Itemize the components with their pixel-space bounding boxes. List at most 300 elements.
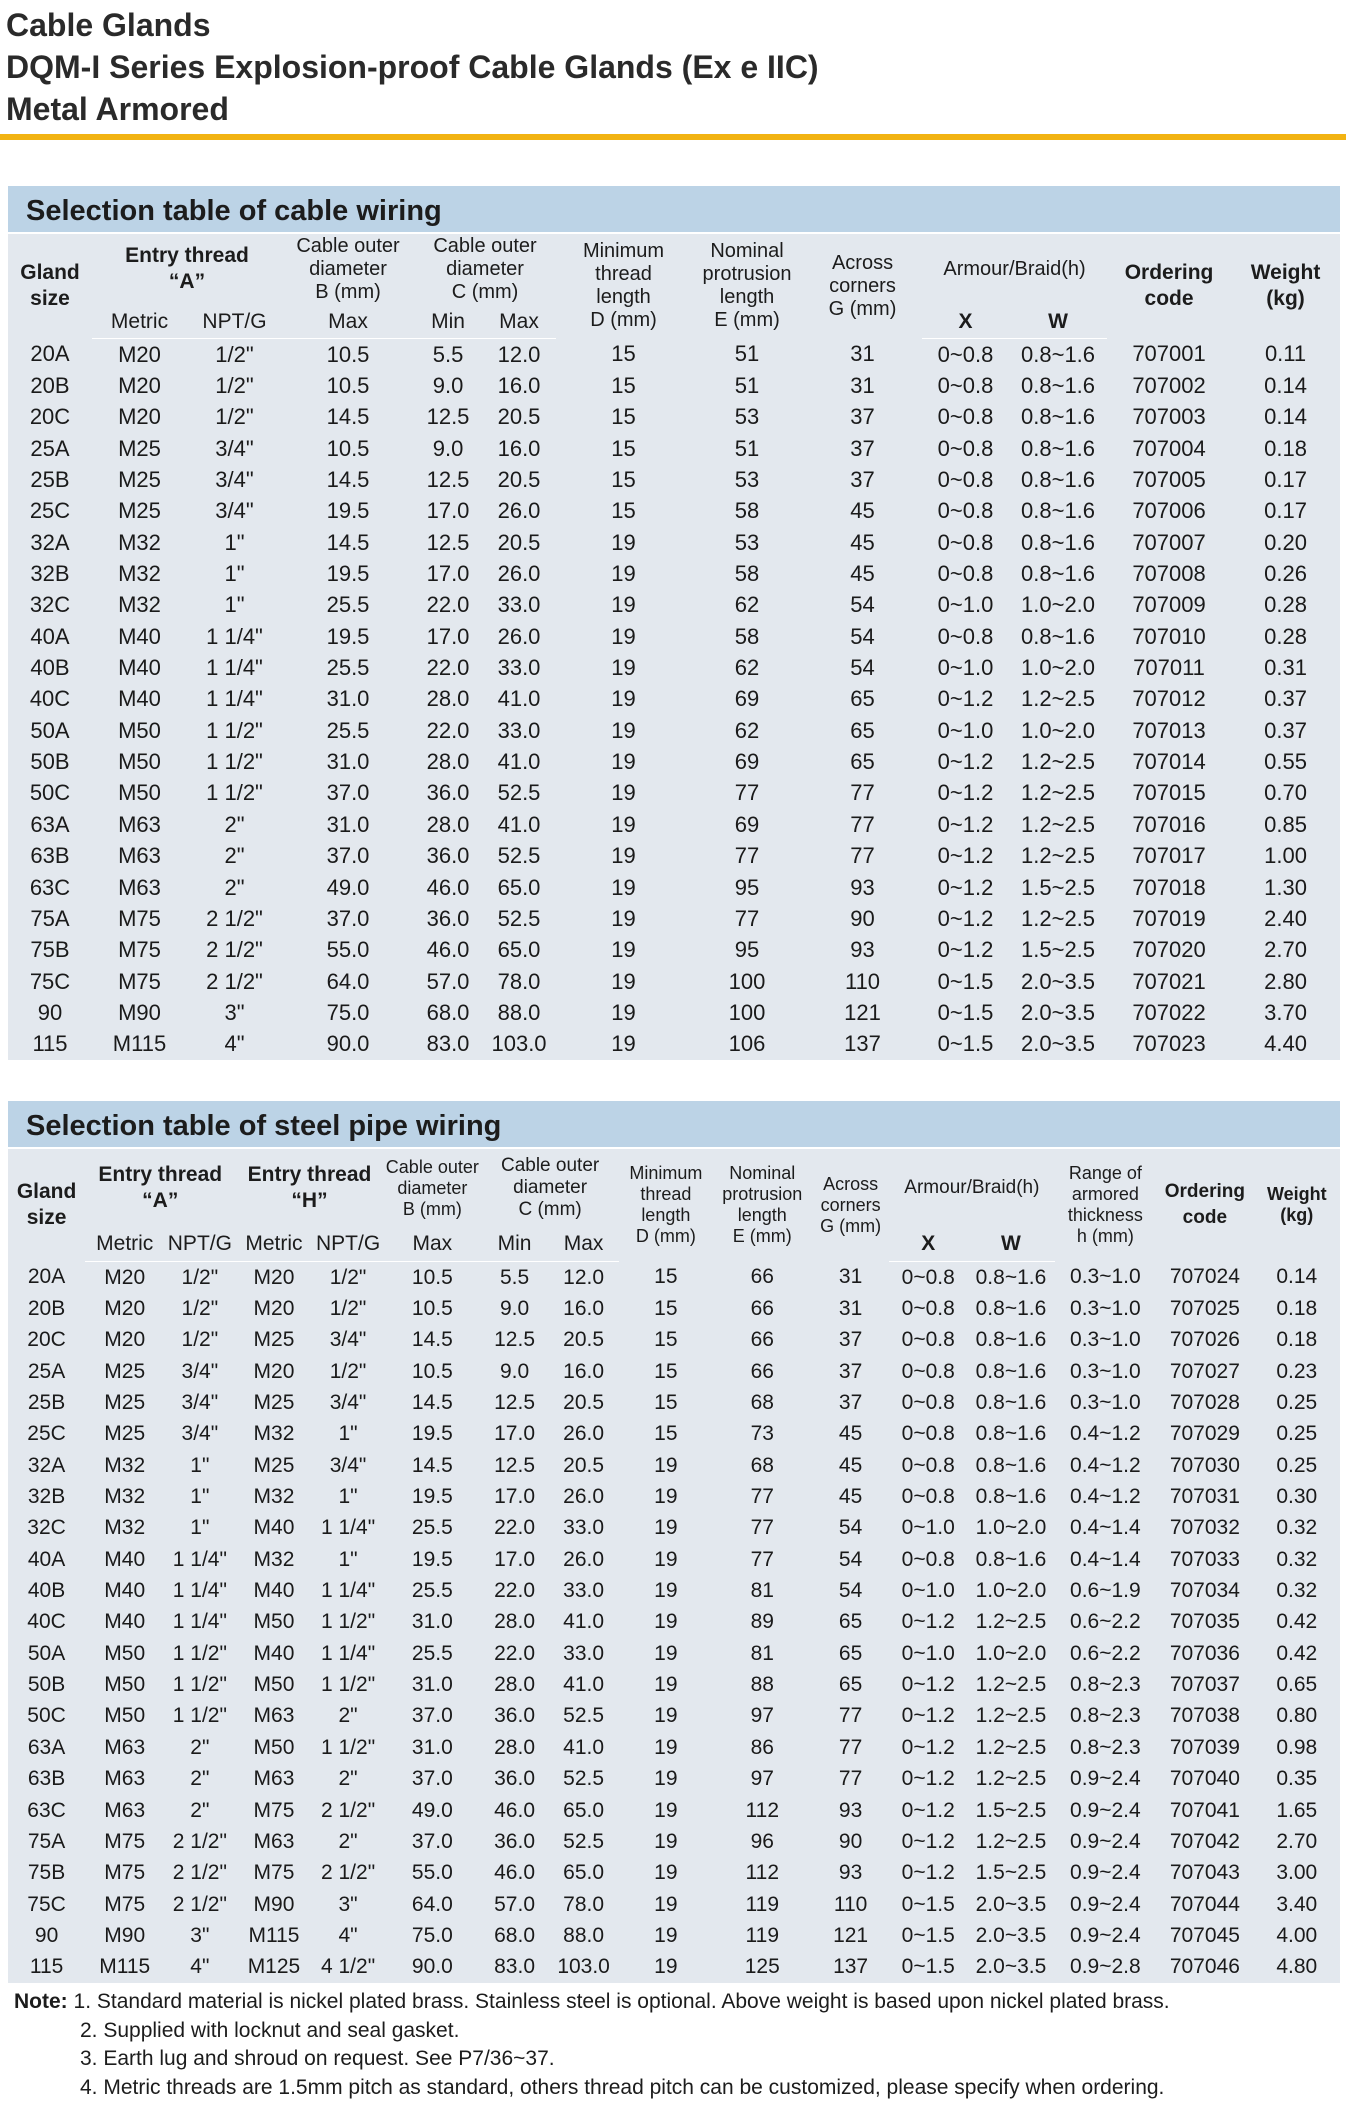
table-cell: 31.0 <box>326 749 370 775</box>
table-cell: 4 1/2" <box>320 1955 376 1979</box>
table-cell: 0.6~1.9 <box>1070 1579 1141 1603</box>
table-cell: M20 <box>118 404 161 430</box>
table-cell: 4.00 <box>1276 1923 1318 1947</box>
table-cell: 0.3~1.0 <box>1070 1391 1141 1415</box>
table-cell: 17.0 <box>426 498 470 524</box>
table-cell: 15 <box>611 373 636 399</box>
cable-outer-c-header-text: Cable outer diameter C (mm) <box>500 1155 600 1220</box>
table-cell: 33.0 <box>563 1579 605 1603</box>
table-cell: 19.5 <box>326 561 370 587</box>
table-cell: M50 <box>253 1610 295 1634</box>
table-cell: 1 1/2" <box>206 780 263 806</box>
table-cell: 1" <box>224 529 245 555</box>
table-cell: 0.70 <box>1264 780 1307 806</box>
table-cell: 19 <box>611 999 636 1025</box>
header-rule <box>0 134 1346 140</box>
table-cell: 28.0 <box>426 811 470 837</box>
table-cell: M50 <box>253 1735 295 1759</box>
table-cell: 707015 <box>1132 780 1206 806</box>
table-row <box>8 652 1340 683</box>
table-cell: 1" <box>338 1485 358 1509</box>
table-cell: 0~1.2 <box>901 1798 955 1822</box>
table-cell: 0~0.8 <box>937 529 994 555</box>
table-cell: 75C <box>29 968 71 994</box>
table-cell: 1.5~2.5 <box>1021 937 1096 963</box>
table-cell: 2 1/2" <box>206 905 263 931</box>
table-cell: 40C <box>27 1610 66 1634</box>
table-cell: 4.80 <box>1276 1955 1318 1979</box>
table-cell: 40C <box>29 686 71 712</box>
table-cell: 0~1.2 <box>901 1767 955 1791</box>
table-cell: 58 <box>734 623 760 649</box>
table-cell: M63 <box>253 1767 295 1791</box>
table-cell: 33.0 <box>563 1516 605 1540</box>
gland-size-header <box>8 1149 85 1262</box>
table-cell: 65.0 <box>563 1861 605 1885</box>
table-cell: 1.2~2.5 <box>1021 905 1096 931</box>
table-cell: 54 <box>850 655 875 681</box>
table-cell: 10.5 <box>326 435 370 461</box>
table-cell: 1.65 <box>1276 1798 1318 1822</box>
table-cell: 115 <box>29 1955 64 1979</box>
table-cell: 36.0 <box>426 843 470 869</box>
table-cell: 1.30 <box>1264 874 1307 900</box>
table-cell: 37 <box>850 467 875 493</box>
table-cell: 36.0 <box>494 1829 535 1853</box>
table-cell: 0~0.8 <box>937 404 994 430</box>
table-cell: 0.11 <box>1264 341 1307 367</box>
table-cell: 1 1/2" <box>206 717 263 743</box>
table-cell: M25 <box>118 467 161 493</box>
table-cell: 45 <box>838 1453 863 1477</box>
table-cell: M20 <box>253 1297 295 1321</box>
table-cell: 707016 <box>1132 811 1206 837</box>
table-cell: 19 <box>611 717 636 743</box>
table-cell: 3/4" <box>329 1391 367 1415</box>
table-cell: 9.0 <box>432 373 464 399</box>
entry-h-header-text: Entry thread “H” <box>247 1163 372 1212</box>
table-cell: 75C <box>27 1892 66 1916</box>
table-cell: 9.0 <box>432 435 464 461</box>
table-cell: 1.2~2.5 <box>1021 811 1096 837</box>
table-cell: M75 <box>104 1829 146 1853</box>
table-cell: M20 <box>104 1265 146 1289</box>
table-cell: 50A <box>30 717 70 743</box>
table-cell: 0.18 <box>1276 1297 1318 1321</box>
table-cell: 0.85 <box>1264 811 1307 837</box>
table-cell: 90 <box>34 1923 59 1947</box>
table-cell: 112 <box>745 1798 780 1822</box>
table-cell: 707044 <box>1169 1892 1240 1916</box>
table-cell: 37 <box>838 1359 863 1383</box>
table-cell: 1 1/2" <box>320 1610 376 1634</box>
table-cell: 12.5 <box>494 1328 535 1352</box>
table-cell: 0.37 <box>1264 686 1307 712</box>
table-cell: M40 <box>253 1516 295 1540</box>
table-cell: M90 <box>253 1892 295 1916</box>
table-cell: 54 <box>838 1516 863 1540</box>
table-cell: 37.0 <box>326 843 370 869</box>
table-cell: 0~0.8 <box>937 341 994 367</box>
table-cell: 50C <box>29 780 71 806</box>
table-cell: 0.55 <box>1264 749 1307 775</box>
table-cell: 57.0 <box>494 1892 535 1916</box>
table-cell: 0.8~1.6 <box>975 1547 1047 1571</box>
table-cell: 3.00 <box>1276 1861 1318 1885</box>
table-cell: 69 <box>734 811 760 837</box>
table-cell: 15 <box>611 435 636 461</box>
table-cell: M63 <box>253 1704 295 1728</box>
cable-outer-c-header <box>414 234 556 304</box>
table-cell: 32C <box>27 1516 66 1540</box>
table-cell: 19 <box>654 1547 678 1571</box>
table-cell: 2" <box>338 1767 358 1791</box>
table-cell: 707035 <box>1169 1610 1240 1634</box>
table-cell: 12.0 <box>563 1265 605 1289</box>
page-subtitle: DQM-I Series Explosion-proof Cable Glands (Ex e IIC) <box>6 49 819 85</box>
table-cell: 0~0.8 <box>901 1547 955 1571</box>
table-cell: 0.8~1.6 <box>1021 561 1096 587</box>
table-row <box>8 370 1340 401</box>
table-cell: 62 <box>734 655 760 681</box>
table-cell: 9.0 <box>499 1297 530 1321</box>
table-cell: 1 1/2" <box>172 1704 227 1728</box>
table-cell: 32A <box>27 1453 66 1477</box>
table-cell: M75 <box>118 937 161 963</box>
table-cell: 112 <box>745 1861 780 1885</box>
table-cell: 0~0.8 <box>901 1391 955 1415</box>
table-cell: 66 <box>750 1328 774 1352</box>
table-cell: 86 <box>750 1735 774 1759</box>
table-row <box>8 746 1340 777</box>
table-cell: 77 <box>750 1516 774 1540</box>
table-cell: 20C <box>29 404 71 430</box>
table-cell: 46.0 <box>426 937 470 963</box>
table-cell: 53 <box>734 404 760 430</box>
table-cell: 0.4~1.4 <box>1070 1547 1141 1571</box>
table-cell: 3/4" <box>215 498 254 524</box>
table-cell: 0~0.8 <box>937 498 994 524</box>
table-cell: 0~0.8 <box>901 1297 955 1321</box>
table-cell: 25.5 <box>411 1579 453 1603</box>
table-cell: 0.20 <box>1264 529 1307 555</box>
table-cell: 15 <box>611 467 636 493</box>
table-cell: 0.6~2.2 <box>1070 1641 1141 1665</box>
table-cell: 100 <box>728 999 766 1025</box>
table-cell: M75 <box>104 1892 146 1916</box>
table-row <box>8 809 1340 840</box>
table-cell: 36.0 <box>426 905 470 931</box>
table-row <box>8 1450 1340 1481</box>
page-header <box>6 4 1336 130</box>
table-cell: 55.0 <box>411 1861 453 1885</box>
table-cell: M63 <box>118 843 161 869</box>
table-cell: 93 <box>838 1798 863 1822</box>
table-cell: 83.0 <box>494 1955 535 1979</box>
table-cell: 77 <box>734 780 760 806</box>
table-cell: 12.5 <box>426 467 470 493</box>
table-cell: 707045 <box>1169 1923 1240 1947</box>
table-cell: 0~1.0 <box>901 1579 955 1603</box>
table-cell: 37 <box>850 435 875 461</box>
note-item: 2. Supplied with locknut and seal gasket. <box>80 2018 460 2042</box>
table-cell: 0~0.8 <box>937 373 994 399</box>
table-cell: 37.0 <box>326 905 370 931</box>
table-row <box>8 527 1340 558</box>
table-cell: 0.8~1.6 <box>975 1422 1047 1446</box>
table-cell: 3/4" <box>329 1328 367 1352</box>
table-cell: 0~1.5 <box>937 999 994 1025</box>
table-cell: 15 <box>611 498 636 524</box>
table-cell: 63B <box>27 1767 66 1791</box>
table-cell: 32B <box>30 561 70 587</box>
table-cell: M50 <box>118 780 161 806</box>
table-cell: 1.0~2.0 <box>975 1641 1047 1665</box>
table-cell: 0~0.8 <box>901 1485 955 1509</box>
table-cell: 65.0 <box>497 874 541 900</box>
table-cell: 14.5 <box>411 1328 453 1352</box>
table-cell: 77 <box>750 1547 774 1571</box>
table-cell: 2" <box>224 843 245 869</box>
table-cell: 25B <box>27 1391 66 1415</box>
table-cell: 707037 <box>1169 1673 1240 1697</box>
table-cell: 19 <box>611 623 636 649</box>
table-cell: M63 <box>104 1735 146 1759</box>
table-cell: 15 <box>654 1359 678 1383</box>
table-cell: 52.5 <box>563 1829 605 1853</box>
max-subheader: Max <box>282 304 414 339</box>
table-cell: 65 <box>850 686 875 712</box>
table-cell: 707001 <box>1132 341 1206 367</box>
table-cell: 12.5 <box>426 404 470 430</box>
table-row <box>8 1356 1340 1387</box>
table-cell: 52.5 <box>563 1704 605 1728</box>
table-cell: M25 <box>253 1391 295 1415</box>
table-cell: 28.0 <box>494 1735 535 1759</box>
table-cell: 10.5 <box>326 341 370 367</box>
table-cell: 2" <box>224 811 245 837</box>
ordering-header-text: Ordering code <box>1124 261 1214 311</box>
table-cell: 31 <box>850 373 875 399</box>
table-cell: 1/2" <box>329 1297 367 1321</box>
table-cell: 2.0~3.5 <box>1021 1031 1096 1057</box>
table-cell: 2 1/2" <box>172 1892 227 1916</box>
table-cell: 0~1.2 <box>901 1673 955 1697</box>
table-cell: 1" <box>224 561 245 587</box>
table-cell: 0.80 <box>1276 1704 1318 1728</box>
cable-wiring-body <box>8 339 1340 1060</box>
ordering-header <box>1107 234 1231 339</box>
table-cell: 19 <box>611 968 636 994</box>
table-cell: M50 <box>118 717 161 743</box>
table-cell: 707010 <box>1132 623 1206 649</box>
table-cell: 0.8~1.6 <box>1021 623 1096 649</box>
table-cell: 77 <box>838 1767 863 1791</box>
table-cell: 2 1/2" <box>320 1798 376 1822</box>
table-cell: 0~1.0 <box>901 1641 955 1665</box>
table-cell: 0.25 <box>1276 1453 1318 1477</box>
table-cell: 25B <box>30 467 70 493</box>
table-cell: 93 <box>850 937 875 963</box>
weight-header-text: Weight (kg) <box>1266 1184 1327 1226</box>
table-cell: 12.5 <box>494 1453 535 1477</box>
table-cell: 75B <box>27 1861 66 1885</box>
table-cell: 14.5 <box>326 467 370 493</box>
table-cell: M25 <box>253 1328 295 1352</box>
table-cell: 58 <box>734 498 760 524</box>
table-cell: 69 <box>734 749 760 775</box>
table-cell: M75 <box>104 1861 146 1885</box>
table-cell: 19 <box>611 874 636 900</box>
note-line <box>14 1988 1340 2017</box>
table-cell: 37 <box>838 1391 863 1415</box>
table-cell: 19 <box>611 686 636 712</box>
w-subheader: W <box>1009 304 1107 339</box>
table-cell: 3" <box>190 1923 210 1947</box>
table-cell: 51 <box>734 373 760 399</box>
table-cell: 97 <box>750 1767 774 1791</box>
range-header <box>1055 1149 1157 1262</box>
table-row <box>8 1325 1340 1356</box>
across-header-text: Across corners G (mm) <box>828 251 897 320</box>
table-cell: 65 <box>850 717 875 743</box>
table-cell: 54 <box>850 623 875 649</box>
table-cell: 88.0 <box>563 1923 605 1947</box>
gland-size-header <box>8 234 92 339</box>
min-thread-header <box>619 1149 712 1262</box>
table-row <box>8 935 1340 966</box>
table-row <box>8 1826 1340 1857</box>
table-cell: M20 <box>118 373 161 399</box>
table-cell: M50 <box>118 749 161 775</box>
table-row <box>8 1952 1340 1983</box>
table-cell: 77 <box>750 1485 774 1509</box>
table-cell: 19.5 <box>326 498 370 524</box>
table-cell: 1/2" <box>329 1265 367 1289</box>
table-cell: 41.0 <box>563 1673 605 1697</box>
table-cell: M25 <box>104 1422 146 1446</box>
armour-header <box>889 1149 1054 1227</box>
table-cell: 40B <box>30 655 70 681</box>
table-row <box>8 715 1340 746</box>
table-cell: 0.14 <box>1264 373 1307 399</box>
table-cell: 62 <box>734 592 760 618</box>
max2-subheader: Max <box>548 1227 619 1262</box>
table-cell: 0.37 <box>1264 717 1307 743</box>
table-cell: 707025 <box>1169 1297 1240 1321</box>
table-cell: 32C <box>29 592 71 618</box>
table-cell: 20A <box>27 1265 66 1289</box>
table-cell: 1 1/4" <box>172 1547 227 1571</box>
table-cell: 19 <box>654 1767 678 1791</box>
table-cell: 77 <box>734 905 760 931</box>
table-cell: 707031 <box>1169 1485 1240 1509</box>
table-cell: 63B <box>30 843 70 869</box>
table-cell: 0.17 <box>1264 498 1307 524</box>
table-cell: 53 <box>734 467 760 493</box>
table-cell: 0.9~2.4 <box>1070 1892 1141 1916</box>
cable-wiring-title: Selection table of cable wiring <box>8 186 1340 234</box>
table-cell: 707004 <box>1132 435 1206 461</box>
table-cell: 1/2" <box>181 1328 219 1352</box>
table-cell: 26.0 <box>497 498 541 524</box>
npt2-subheader: NPT/G <box>313 1227 384 1262</box>
table-cell: M50 <box>253 1673 295 1697</box>
table-cell: 0.14 <box>1264 404 1307 430</box>
table-cell: 103.0 <box>557 1955 610 1979</box>
table-cell: 28.0 <box>494 1610 535 1634</box>
table-cell: 15 <box>654 1328 678 1352</box>
table-cell: 1" <box>190 1453 210 1477</box>
table-cell: 52.5 <box>497 843 541 869</box>
min-subheader: Min <box>481 1227 548 1262</box>
table-cell: M20 <box>104 1297 146 1321</box>
table-cell: 63C <box>29 874 71 900</box>
table-cell: 25.5 <box>326 717 370 743</box>
table-cell: 10.5 <box>326 373 370 399</box>
npt-subheader: NPT/G <box>187 304 282 339</box>
table-cell: 707009 <box>1132 592 1206 618</box>
weight-header-text: Weight (kg) <box>1250 261 1321 311</box>
table-cell: 64.0 <box>326 968 370 994</box>
table-cell: 137 <box>833 1955 869 1979</box>
table-cell: 31.0 <box>326 811 370 837</box>
table-cell: 63A <box>30 811 70 837</box>
table-cell: M32 <box>104 1453 146 1477</box>
w-subheader: W <box>967 1227 1054 1262</box>
table-cell: M50 <box>104 1704 146 1728</box>
table-cell: 50B <box>30 749 70 775</box>
table-cell: 0.8~1.6 <box>975 1265 1047 1289</box>
table-cell: 15 <box>654 1265 678 1289</box>
table-cell: M63 <box>253 1829 295 1853</box>
table-cell: 0~1.0 <box>937 717 994 743</box>
table-cell: 96 <box>750 1829 774 1853</box>
table-cell: M32 <box>118 561 161 587</box>
table-cell: 66 <box>750 1359 774 1383</box>
table-cell: 4" <box>190 1955 210 1979</box>
table-cell: 0~1.2 <box>901 1610 955 1634</box>
table-cell: 19 <box>654 1673 678 1697</box>
table-cell: 25C <box>27 1422 66 1446</box>
table-cell: 19 <box>611 937 636 963</box>
table-cell: 51 <box>734 435 760 461</box>
nominal-header <box>691 234 803 339</box>
table-cell: 65.0 <box>563 1798 605 1822</box>
page-title: Cable Glands <box>6 7 211 43</box>
table-cell: 1.2~2.5 <box>1021 843 1096 869</box>
min-thread-header-text: Minimum thread length D (mm) <box>582 240 665 332</box>
table-cell: 106 <box>728 1031 766 1057</box>
table-cell: M20 <box>253 1265 295 1289</box>
table-row <box>8 966 1340 997</box>
steel-pipe-section <box>8 1101 1340 1983</box>
table-cell: 19 <box>611 592 636 618</box>
table-cell: 0~1.0 <box>937 592 994 618</box>
table-cell: 25C <box>29 498 71 524</box>
table-cell: 0~1.5 <box>937 1031 994 1057</box>
x-subheader: X <box>922 304 1009 339</box>
table-cell: 3/4" <box>181 1359 219 1383</box>
table-cell: 0~1.2 <box>901 1735 955 1759</box>
table-cell: 0.3~1.0 <box>1070 1265 1141 1289</box>
table-cell: 63A <box>27 1735 66 1759</box>
table-cell: 1 1/2" <box>172 1641 227 1665</box>
table-row <box>8 1669 1340 1700</box>
table-cell: 3/4" <box>215 435 254 461</box>
table-row <box>8 1638 1340 1669</box>
table-cell: 19 <box>611 811 636 837</box>
